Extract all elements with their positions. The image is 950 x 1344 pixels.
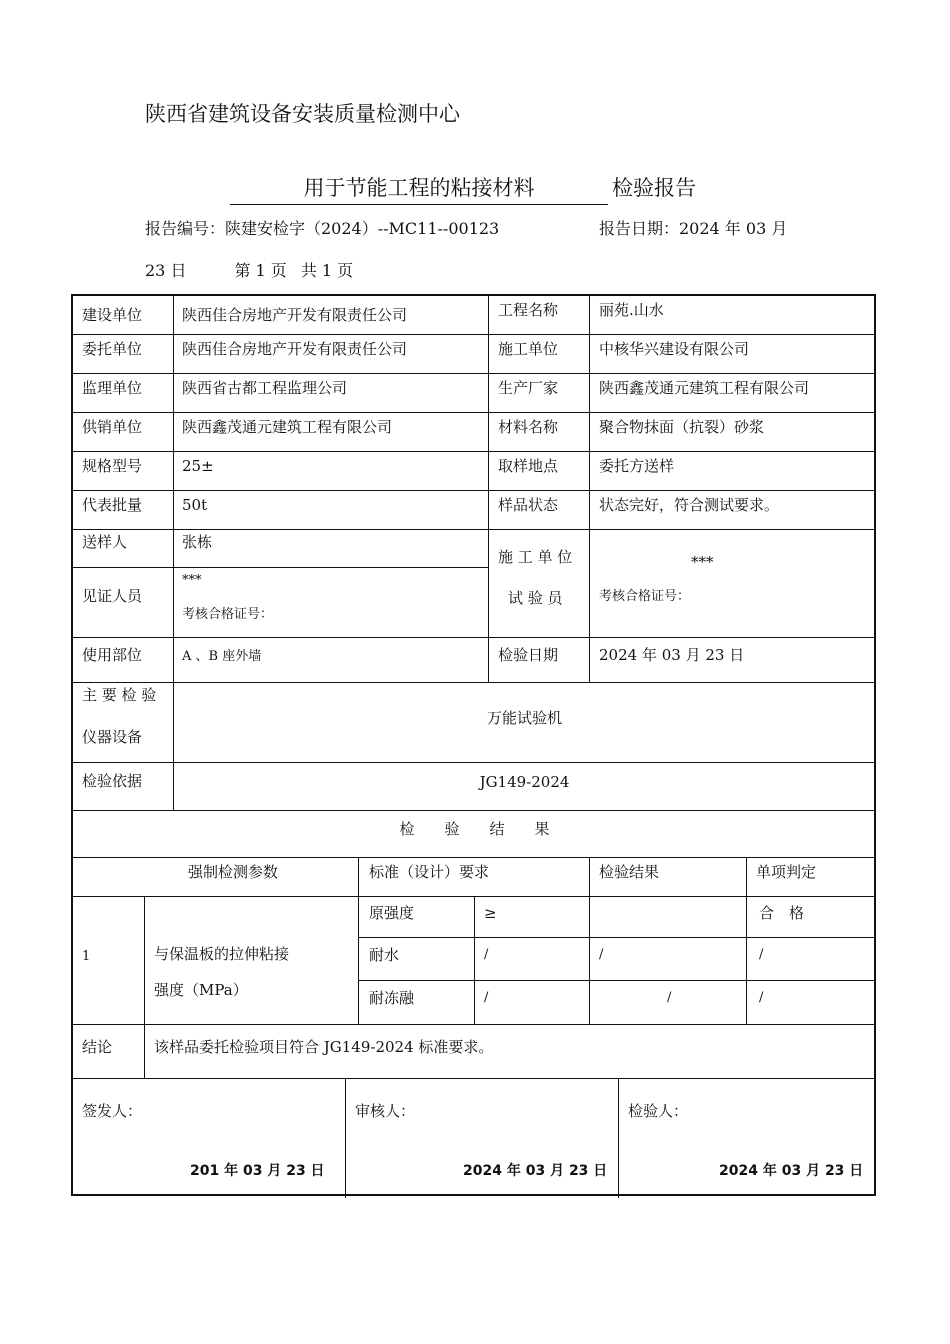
subitem-standard: / bbox=[484, 990, 489, 1005]
subitem-judgement: / bbox=[759, 990, 764, 1005]
subitem-judgement: / bbox=[759, 947, 764, 962]
subitem-standard: ≥ bbox=[484, 904, 497, 922]
subitem-standard: / bbox=[484, 947, 489, 962]
item-number: 1 bbox=[82, 949, 91, 964]
equipment-value: 万能试验机 bbox=[486, 709, 562, 727]
test-date-value: 2024 年 03 月 23 日 bbox=[599, 646, 745, 664]
spec-label: 规格型号 bbox=[82, 457, 143, 475]
equipment-label-line2: 仪器设备 bbox=[82, 728, 143, 746]
report-date-day: 23 日 bbox=[145, 261, 187, 280]
inspector-label: 检验人： bbox=[628, 1102, 689, 1120]
project-name-label: 工程名称 bbox=[498, 301, 559, 319]
tester-label-line1: 施 工 单 位 bbox=[498, 548, 573, 566]
report-date: 报告日期：2024 年 03 月 bbox=[599, 219, 788, 238]
col-standard-header: 标准（设计）要求 bbox=[369, 863, 490, 881]
witness-value: *** bbox=[182, 573, 202, 588]
report-meta-line bbox=[145, 216, 788, 239]
test-date-label: 检验日期 bbox=[498, 646, 559, 664]
sample-state-label: 样品状态 bbox=[498, 496, 559, 514]
item-name-line1: 与保温板的拉伸粘接 bbox=[154, 945, 290, 963]
contractor-value: 中核华兴建设有限公司 bbox=[599, 340, 750, 358]
client-label: 委托单位 bbox=[82, 340, 143, 358]
subitem-judgement: 合 格 bbox=[759, 904, 805, 922]
batch-value: 50t bbox=[182, 496, 208, 514]
usage-value: A 、B 座外墙 bbox=[182, 649, 262, 664]
batch-label: 代表批量 bbox=[82, 496, 143, 514]
construction-unit-value: 陕西佳合房地产开发有限责任公司 bbox=[182, 306, 408, 324]
equipment-label-line1: 主 要 检 验 bbox=[82, 686, 157, 704]
basis-value: JG149-2024 bbox=[479, 773, 570, 791]
usage-label: 使用部位 bbox=[82, 646, 143, 664]
supervisor-label: 监理单位 bbox=[82, 379, 143, 397]
sampling-place-value: 委托方送样 bbox=[599, 457, 675, 475]
report-title bbox=[230, 172, 696, 205]
tester-cert-label: 考核合格证号： bbox=[599, 589, 691, 604]
organization-name: 陕西省建筑设备安装质量检测中心 bbox=[145, 102, 460, 126]
report-number: 报告编号：陕建安检字（2024）--MC11--00123 bbox=[145, 219, 500, 238]
client-value: 陕西佳合房地产开发有限责任公司 bbox=[182, 340, 408, 358]
col-result-header: 检验结果 bbox=[599, 863, 660, 881]
sender-label: 送样人 bbox=[82, 533, 128, 551]
issuer-label: 签发人： bbox=[82, 1102, 143, 1120]
reviewer-date: 2024 年 03 月 23 日 bbox=[463, 1163, 608, 1179]
issuer-date: 201 年 03 月 23 日 bbox=[190, 1163, 325, 1179]
conclusion-text: 该样品委托检验项目符合 JG149-2024 标准要求。 bbox=[154, 1038, 494, 1056]
results-section-title: 检 验 结 果 bbox=[399, 820, 550, 838]
item-name-line2: 强度（MPa） bbox=[154, 981, 248, 999]
manufacturer-label: 生产厂家 bbox=[498, 379, 559, 397]
tester-label-line2: 试 验 员 bbox=[508, 589, 563, 607]
report-title-tail: 检验报告 bbox=[612, 176, 696, 200]
subitem-name: 耐冻融 bbox=[369, 989, 415, 1007]
subitem-name: 原强度 bbox=[369, 904, 415, 922]
sender-value: 张栋 bbox=[182, 533, 213, 551]
reviewer-label: 审核人： bbox=[355, 1102, 416, 1120]
col-param-header: 强制检测参数 bbox=[187, 863, 278, 881]
project-name-value: 丽苑.山水 bbox=[599, 301, 664, 319]
supplier-value: 陕西鑫茂通元建筑工程有限公司 bbox=[182, 418, 393, 436]
report-meta-line-2 bbox=[145, 258, 373, 281]
subitem-result: / bbox=[667, 990, 672, 1005]
sample-state-value: 状态完好，符合测试要求。 bbox=[599, 496, 780, 514]
basis-label: 检验依据 bbox=[82, 772, 143, 790]
tester-value: *** bbox=[691, 553, 714, 571]
page-number: 第 1 页 bbox=[234, 261, 287, 280]
conclusion-label: 结论 bbox=[82, 1038, 113, 1056]
witness-label: 见证人员 bbox=[82, 587, 143, 605]
manufacturer-value: 陕西鑫茂通元建筑工程有限公司 bbox=[599, 379, 810, 397]
witness-cert-label: 考核合格证号： bbox=[182, 607, 274, 622]
supplier-label: 供销单位 bbox=[82, 418, 143, 436]
col-judgement-header: 单项判定 bbox=[756, 863, 817, 881]
page-total: 共 1 页 bbox=[300, 261, 354, 280]
contractor-label: 施工单位 bbox=[498, 340, 559, 358]
inspector-date: 2024 年 03 月 23 日 bbox=[719, 1163, 864, 1179]
construction-unit-label: 建设单位 bbox=[82, 306, 143, 324]
material-label: 材料名称 bbox=[498, 418, 559, 436]
subitem-name: 耐水 bbox=[369, 946, 400, 964]
report-title-material: 用于节能工程的粘接材料 bbox=[230, 172, 608, 205]
sampling-place-label: 取样地点 bbox=[498, 457, 559, 475]
supervisor-value: 陕西省古都工程监理公司 bbox=[182, 379, 348, 397]
report-form bbox=[71, 294, 876, 1196]
spec-value: 25± bbox=[182, 457, 214, 475]
subitem-result: / bbox=[599, 947, 604, 962]
material-value: 聚合物抹面（抗裂）砂浆 bbox=[599, 418, 765, 436]
